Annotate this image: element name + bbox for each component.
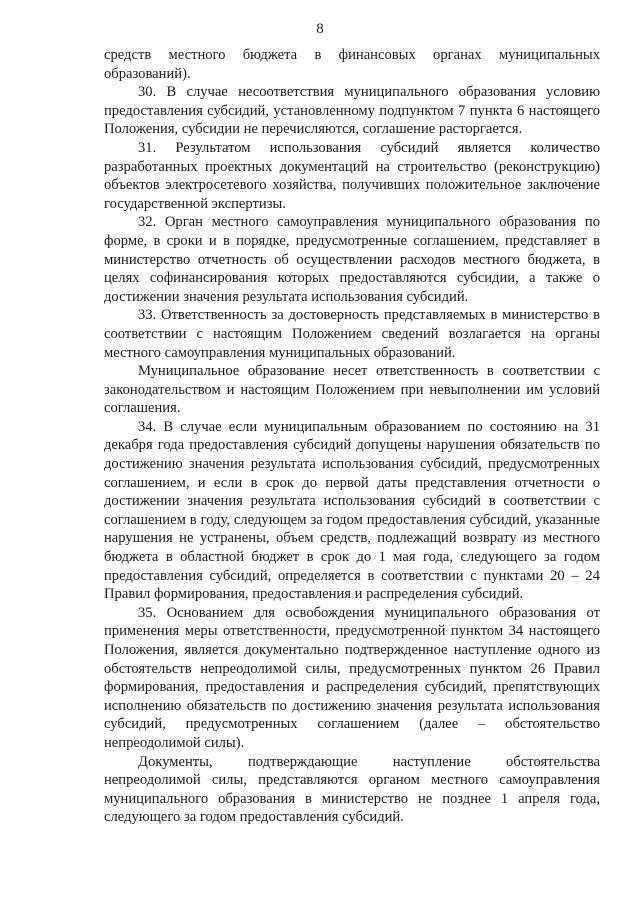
paragraph-32: 32. Орган местного самоуправления муниципального образования по форме, в сроки и в порядке, предусмотренные соглашением, представляет в министерство отчетность об осуществлении расходов местного бюджета, в целях софинансирования которых предоставляются субсидии, а также о достижении значения результата использования субсидий. — [104, 214, 600, 305]
paragraph-30: 30. В случае несоответствия муниципального образования условию предоставления субсидий, установленному подпунктом 7 пункта 6 настоящего Положения, субсидии не перечисляются, соглашение расторгается. — [104, 84, 600, 138]
document-body — [104, 46, 600, 827]
paragraph-31: 31. Результатом использования субсидий является количество разработанных проектных документаций на строительство (реконструкцию) объектов электросетевого хозяйства, получивших положительное заключение государственной экспертизы. — [104, 139, 600, 212]
page-number: 8 — [316, 21, 324, 37]
paragraph-34: 34. В случае если муниципальным образованием по состоянию на 31 декабря года предоставления субсидий допущены нарушения обязательств по достижению значения результата использования субсидий, предусмотренных соглашением, и если в срок до первой даты представления отчетности о достижении значения результата использования субсидий в соответствии с соглашением в году, следующем за годом предоставления субсидий, указанные нарушения не устранены, объем средств, подлежащий возврату из местного бюджета в областной бюджет в срок до 1 мая года, следующего за годом предоставления субсидий, определяется в соответствии с пунктами 20 – 24 Правил формирования, предоставления и распределения субсидий. — [104, 418, 600, 603]
paragraph-33-responsibility: Муниципальное образование несет ответственность в соответствии с законодательством и настоящим Положением при невыполнении им условий соглашения. — [104, 363, 600, 417]
paragraph-33: 33. Ответственность за достоверность представляемых в министерство в соответствии с настоящим Положением сведений возлагается на органы местного самоуправления муниципальных образований. — [104, 307, 600, 361]
paragraph-35-documents: Документы, подтверждающие наступление обстоятельства непреодолимой силы, представляются органом местного самоуправления муниципального образования в министерство не позднее 1 апреля года, следующего за годом предоставления субсидий. — [104, 753, 600, 826]
paragraph-continuation: средств местного бюджета в финансовых органах муниципальных образований). — [104, 47, 600, 82]
paragraph-35: 35. Основанием для освобождения муниципального образования от применения меры ответственности, предусмотренной пунктом 34 настоящего Положения, является документально подтвержденное наступление одного из обстоятельств непреодолимой силы, предусмотренных пунктом 26 Правил формирования, предоставления и распределения субсидий, препятствующих исполнению обязательств по достижению значения результата использования субсидий, предусмотренных соглашением (далее – обстоятельство непреодолимой силы). — [104, 604, 600, 751]
